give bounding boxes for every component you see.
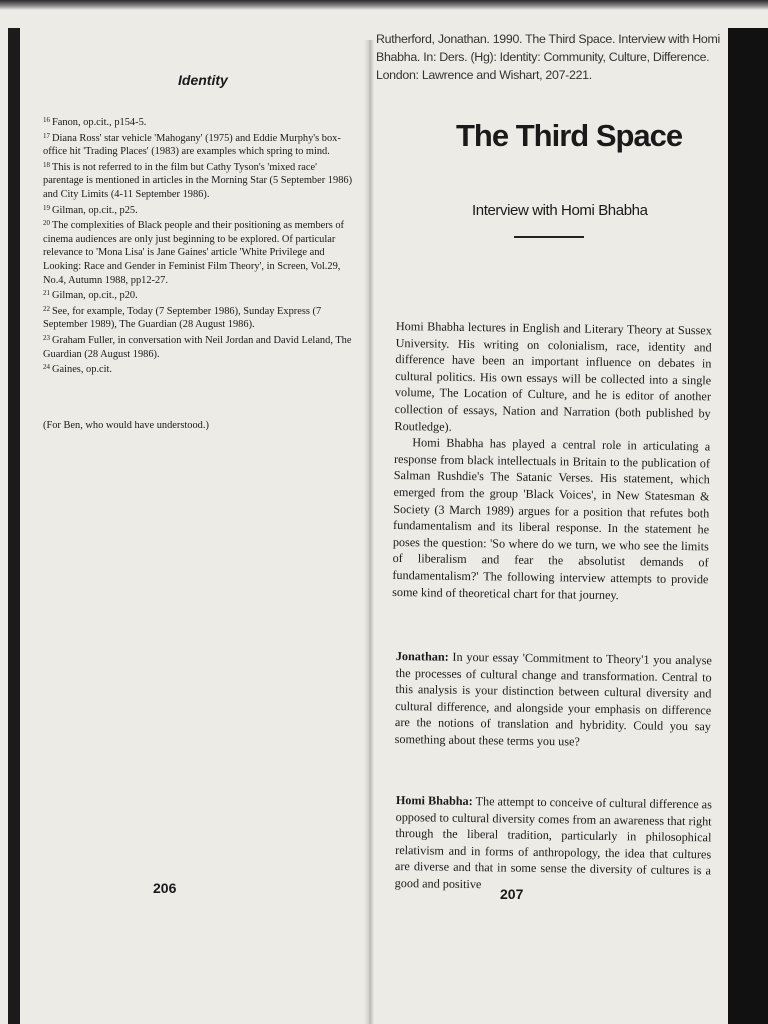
endnote: $^{22}$ See, for example, Today (7 September 1986), Sunday Express (7 September 1989), The Guardian (28 August 1986). bbox=[43, 304, 322, 331]
endnote: $^{16}$ Fanon, op.cit., p154-5. bbox=[43, 116, 147, 128]
running-head: Identity bbox=[178, 72, 228, 88]
scan-right-shadow bbox=[728, 28, 768, 1024]
interview-question bbox=[395, 648, 712, 752]
right-page bbox=[376, 30, 722, 1020]
chapter-subtitle: Interview with Homi Bhabha bbox=[472, 202, 648, 219]
endnote: $^{23}$ Graham Fuller, in conversation with Neil Jordan and David Leland, The Guardian (28 August 1986). bbox=[43, 333, 352, 360]
answer-text: The attempt to conceive of cultural difference as opposed to cultural diversity comes from an awareness that right through the liberal tradition, particularly in philosophical relativism and in forms of anthropology, the idea that cultures are diverse and that in some sense the diversity of cultures is a good and positive bbox=[394, 794, 712, 892]
chapter-title: The Third Space bbox=[456, 118, 683, 153]
book-spine bbox=[364, 40, 374, 1024]
intro-text bbox=[392, 318, 712, 604]
question-text: In your essay 'Commitment to Theory'1 you analyse the processes of cultural change and transformation. Central to this analysis is your distinction between cultural diversity and cultural difference, and alongside your emphasis on difference are the notions of translation and hybridity. Could you say something about these terms you use? bbox=[394, 649, 712, 749]
dedication: (For Ben, who would have understood.) bbox=[43, 420, 209, 431]
citation-line: Bhabha. In: Ders. (Hg): Identity: Community, Culture, Difference. bbox=[376, 50, 710, 64]
endnote: $^{17}$ Diana Ross' star vehicle 'Mahogany' (1975) and Eddie Murphy's box-office hit 'Trading Places' (1983) are examples which spring to mind. bbox=[43, 131, 341, 158]
scan-left-shadow bbox=[8, 28, 20, 1024]
title-rule bbox=[514, 236, 584, 238]
speaker-label: Homi Bhabha: bbox=[395, 792, 473, 809]
page-number-right: 207 bbox=[500, 886, 524, 902]
left-page bbox=[28, 30, 358, 1020]
endnote: $^{21}$ Gilman, op.cit., p20. bbox=[43, 289, 138, 302]
intro-paragraph: Homi Bhabha lectures in English and Literary Theory at Sussex University. His writing on colonialism, race, identity and difference have been an important influence on debates in cultural politics. His own essays will be collected into a single volume, The Location of Culture, and he is editor of another collection of essays, Nation and Narration (both published by Routledge). bbox=[394, 318, 712, 434]
endnotes bbox=[43, 114, 353, 377]
scan-top-edge bbox=[0, 0, 768, 10]
intro-paragraph: Homi Bhabha has played a central role in articulating a response from black intellectuals in Britain to the publication of Salman Rushdie's The Satanic Verses. His statement, which emerged from the group 'Black Voices', in New Statesman & Society (3 March 1989) argues for a position that refutes both fundamentalism and its liberal response. In the statement he poses the question: 'So where do we turn, we who see the limits of liberalism and fear the absolutist demands of fundamentalism?' The following interview attempts to provide some kind of theoretical chart for that journey. bbox=[392, 435, 711, 602]
page-number-left: 206 bbox=[153, 880, 177, 896]
endnote: $^{24}$ Gaines, op.cit. bbox=[43, 363, 113, 376]
interview-answer bbox=[395, 792, 712, 896]
endnote: $^{19}$ Gilman, op.cit., p25. bbox=[43, 203, 138, 216]
endnote: $^{18}$ This is not referred to in the film but Cathy Tyson's 'mixed race' parentage is mentioned in articles in the Morning Star (5 September 1986) and City Limits (4-11 September 1986). bbox=[43, 160, 353, 200]
citation-line: London: Lawrence and Wishart, 207-221. bbox=[376, 68, 592, 82]
citation-header bbox=[376, 30, 722, 84]
endnote: $^{20}$ The complexities of Black people and their positioning as members of cinema audiences are only just beginning to be explored. Of particular relevance to 'Mona Lisa' is Jane Gaines' article 'White Privilege and Looking: Race and Gender in Feminist Film Theory', in Screen, Vol.29, No.4, Autumn 1988, pp12-27. bbox=[43, 219, 345, 286]
citation-line: Rutherford, Jonathan. 1990. The Third Space. Interview with Homi bbox=[376, 32, 720, 46]
speaker-label: Jonathan: bbox=[395, 648, 449, 664]
